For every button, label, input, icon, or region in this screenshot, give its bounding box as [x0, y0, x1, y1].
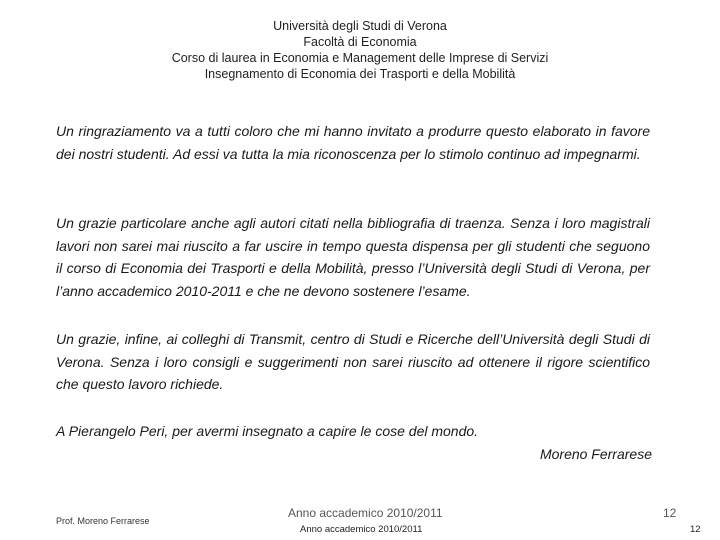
faculty-name: Facoltà di Economia	[303, 35, 417, 49]
footer-academic-year-small: Anno accademico 2010/2011	[300, 524, 423, 535]
university-name: Università degli Studi di Verona	[273, 19, 447, 33]
acknowledgment-paragraph-2: Un grazie particolare anche agli autori citati nella bibliografia di traenza. Senza i loro magistrali lavori non sarei mai riuscito a far uscire in tempo questa dispensa per gli studenti che seguono il corso di Economia dei Trasporti e della Mobilità, presso l’Università degli Studi di Verona, per l’anno accademico 2010-2011 e che ne devono sostenere l’esame.	[56, 215, 650, 299]
document-header	[0, 18, 720, 82]
author-signature: Moreno Ferrarese	[539, 446, 652, 462]
footer-academic-year: Anno accademico 2010/2011	[288, 506, 443, 520]
acknowledgment-paragraph-1: Un ringraziamento va a tutti coloro che mi hanno invitato a produrre questo elaborato in favore dei nostri studenti. Ad essi va tutta la mia riconoscenza per lo stimolo continuo ad impegnarmi.	[56, 123, 650, 162]
course-subject: Insegnamento di Economia dei Trasporti e della Mobilità	[204, 67, 516, 81]
footer-page-number-small: 12	[690, 524, 701, 535]
degree-course: Corso di laurea in Economia e Management delle Imprese di Servizi	[171, 51, 549, 65]
acknowledgment-paragraph-3: Un grazie, infine, ai colleghi di Transmit, centro di Studi e Ricerche dell’Università degli Studi di Verona. Senza i loro consigli e suggerimenti non sarei riuscito ad ottenere il rigore scientifico che questo lavoro richiede.	[56, 331, 650, 392]
footer-author: Prof. Moreno Ferrarese	[56, 516, 150, 526]
footer-page-number: 12	[663, 506, 677, 520]
dedication-paragraph: A Pierangelo Peri, per avermi insegnato a capire le cose del mondo.	[56, 423, 479, 439]
